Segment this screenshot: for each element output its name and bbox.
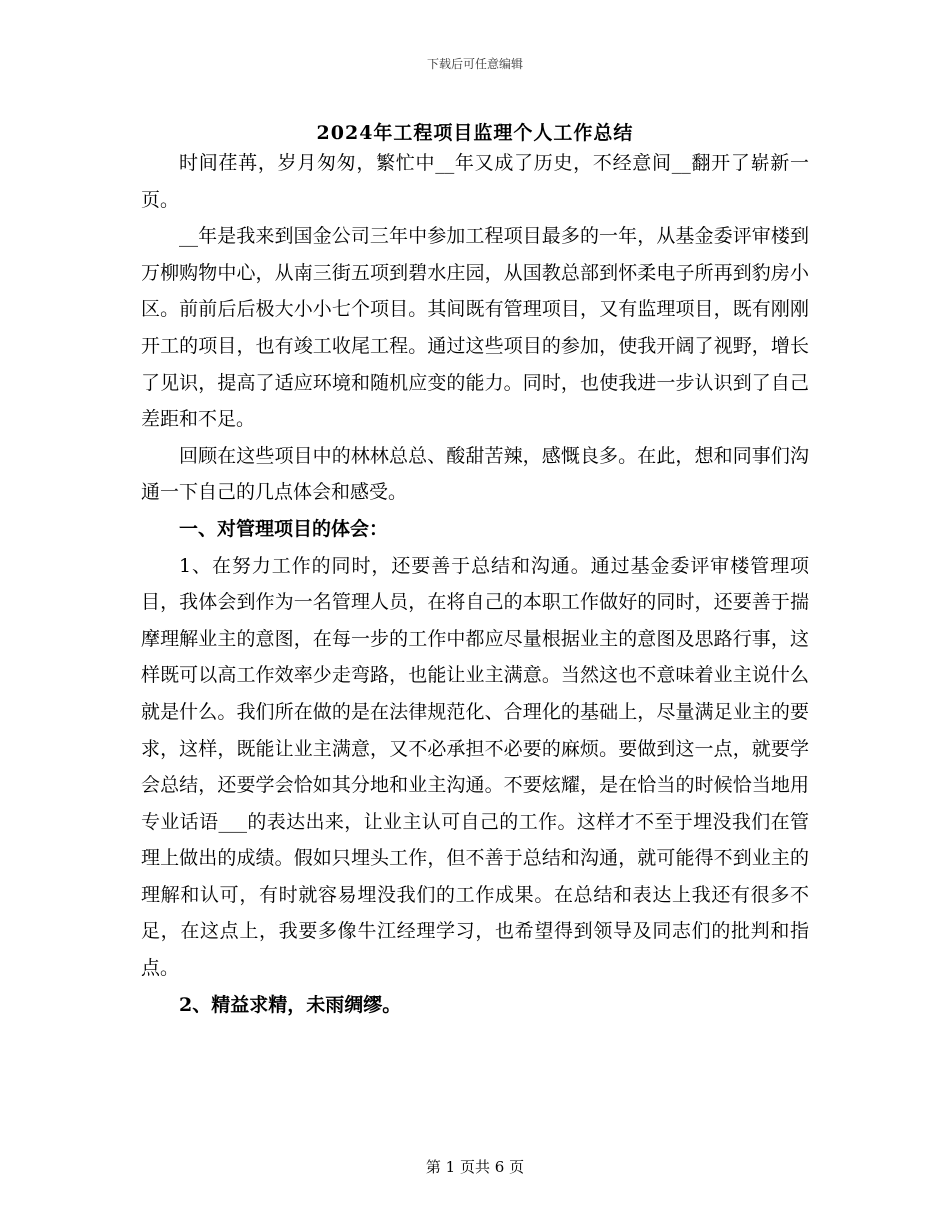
paragraph-review: 回顾在这些项目中的林林总总、酸甜苦辣，感慨良多。在此，想和同事们沟通一下自己的几点体会和感受。 bbox=[141, 444, 809, 504]
page-header-note: 下载后可任意编辑 bbox=[426, 57, 523, 71]
document-title: 2024年工程项目监理个人工作总结 bbox=[316, 122, 634, 144]
page-footer-number: 第 1 页共 6 页 bbox=[425, 1158, 525, 1176]
point-heading-2: 2、精益求精，未雨绸缪。 bbox=[179, 993, 402, 1016]
document-body bbox=[141, 145, 809, 1023]
paragraph-projects: __年是我来到国金公司三年中参加工程项目最多的一年，从基金委评审楼到万柳购物中心，从南三街五项到碧水庄园，从国教总部到怀柔电子所再到豹房小区。前前后后极大小小七个项目。其间既有管理项目，又有监理项目，既有刚刚开工的项目，也有竣工收尾工程。通过这些项目的参加，使我开阔了视野，增长了见识，提高了适应环境和随机应变的能力。同时，也使我进一步认识到了自己差距和不足。 bbox=[141, 225, 809, 431]
paragraph-point-1: 1、在努力工作的同时，还要善于总结和沟通。通过基金委评审楼管理项目，我体会到作为一名管理人员，在将自己的本职工作做好的同时，还要善于揣摩理解业主的意图，在每一步的工作中都应尽量根据业主的意图及思路行事，这样既可以高工作效率少走弯路，也能让业主满意。当然这也不意味着业主说什么就是什么。我们所在做的是在法律规范化、合理化的基础上，尽量满足业主的要求，这样，既能让业主满意，又不必承担不必要的麻烦。要做到这一点，就要学会总结，还要学会恰如其分地和业主沟通。不要炫耀，是在恰当的时候恰当地用专业话语___的表达出来，让业主认可自己的工作。这样才不至于埋没我们在管理上做出的成绩。假如只埋头工作，但不善于总结和沟通，就可能得不到业主的理解和认可，有时就容易埋没我们的工作成果。在总结和表达上我还有很多不足，在这点上，我要多像牛江经理学习，也希望得到领导及同志们的批判和指点。 bbox=[141, 554, 809, 980]
section-heading-management: 一、对管理项目的体会： bbox=[179, 517, 389, 540]
paragraph-intro: 时间荏苒，岁月匆匆，繁忙中__年又成了历史，不经意间__翻开了崭新一页。 bbox=[141, 152, 809, 211]
